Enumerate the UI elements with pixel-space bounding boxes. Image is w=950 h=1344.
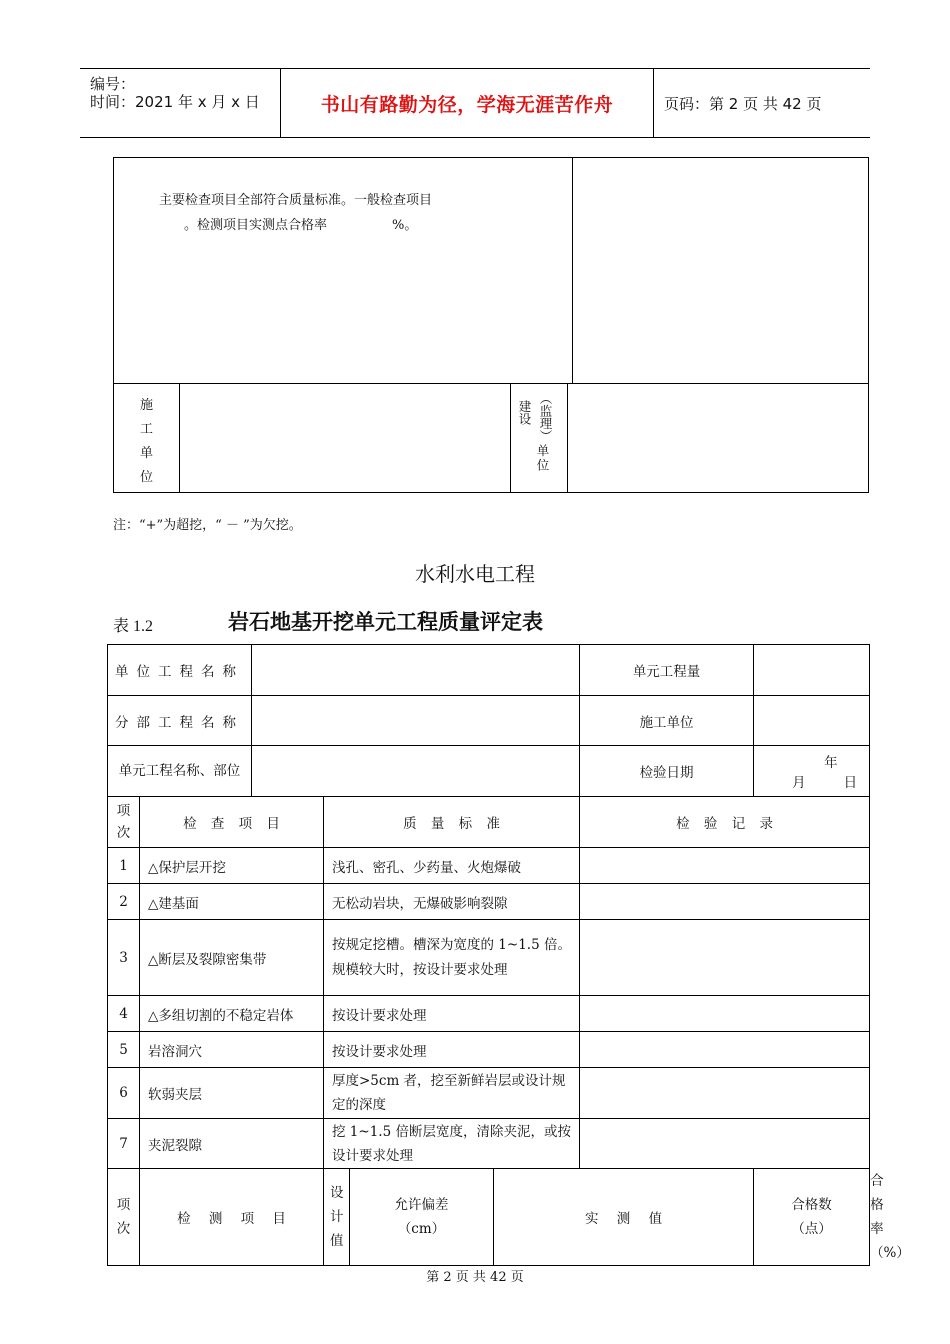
measure-header-row: 项次 检 测 项 目 设计值 允许偏差 （cm） 实 测 值 合格数 （点） 合格率 （%） bbox=[108, 1169, 870, 1266]
construction-unit-label2: 施工单位 bbox=[580, 696, 754, 746]
measured-value-header: 实 测 值 bbox=[494, 1169, 754, 1266]
check-row-no: 2 bbox=[108, 884, 140, 920]
unit-project-name-label: 单位工程名称 bbox=[108, 645, 252, 696]
quality-standard-header: 质 量 标 准 bbox=[324, 797, 580, 848]
number-label: 编号： bbox=[90, 75, 136, 93]
header-meta bbox=[80, 69, 281, 137]
check-row-no: 6 bbox=[108, 1068, 140, 1119]
design-value-header: 设计值 bbox=[324, 1169, 350, 1266]
measure-item-header: 检 测 项 目 bbox=[140, 1169, 324, 1266]
check-row bbox=[108, 1119, 870, 1169]
check-row bbox=[108, 920, 870, 996]
check-row-standard: 挖 1~1.5 倍断层宽度，清除夹泥，或按设计要求处理 bbox=[324, 1119, 580, 1169]
check-row-record[interactable] bbox=[580, 996, 870, 1032]
supervision-unit: 单位 bbox=[535, 444, 550, 473]
check-row bbox=[108, 884, 870, 920]
division-project-name-value[interactable] bbox=[252, 696, 580, 746]
info-row-3 bbox=[108, 746, 870, 797]
check-row-record[interactable] bbox=[580, 1032, 870, 1068]
result-line-1: 主要检查项目全部符合质量标准。一般检查项目 bbox=[159, 193, 433, 208]
check-row-item: △保护层开挖 bbox=[140, 848, 324, 884]
check-row-record[interactable] bbox=[580, 884, 870, 920]
check-item-header: 检 查 项 目 bbox=[140, 797, 324, 848]
check-row-no: 7 bbox=[108, 1119, 140, 1169]
check-row-no: 3 bbox=[108, 920, 140, 996]
check-row-item: △断层及裂隙密集带 bbox=[140, 920, 324, 996]
check-row-record[interactable] bbox=[580, 848, 870, 884]
qualified-count-header: 合格数 （点） bbox=[754, 1169, 870, 1266]
unit-quantity-value[interactable] bbox=[754, 645, 870, 696]
check-header-row bbox=[108, 797, 870, 848]
result-percent: %。 bbox=[392, 218, 418, 233]
check-item-no-header: 项次 bbox=[108, 797, 140, 848]
check-row-record[interactable] bbox=[580, 1068, 870, 1119]
construction-unit-label: 施 工 单 位 bbox=[140, 398, 154, 485]
inspection-date-value[interactable]: 年月 日 bbox=[754, 746, 870, 797]
division-project-name-label: 分部工程名称 bbox=[108, 696, 252, 746]
check-row-record[interactable] bbox=[580, 920, 870, 996]
supervision-left: 建设 bbox=[517, 400, 532, 425]
unit-project-name-value[interactable] bbox=[252, 645, 580, 696]
header-motto-cell bbox=[281, 69, 654, 137]
time-label: 时间：2021 年 x 月 x 日 bbox=[90, 93, 260, 111]
check-row-no: 5 bbox=[108, 1032, 140, 1068]
check-row-item: 岩溶洞穴 bbox=[140, 1032, 324, 1068]
note: 注：“+”为超挖，“ － ”为欠挖。 bbox=[113, 518, 302, 533]
check-row bbox=[108, 848, 870, 884]
table-label: 表 1.2 bbox=[113, 618, 154, 635]
check-row-standard: 按设计要求处理 bbox=[324, 1032, 580, 1068]
page-footer: 第 2 页 共 42 页 bbox=[426, 1270, 524, 1285]
top-box bbox=[113, 157, 869, 493]
header-page-info bbox=[654, 69, 870, 137]
page-info: 页码：第 2 页 共 42 页 bbox=[664, 94, 822, 113]
check-row-standard: 无松动岩块，无爆破影响裂隙 bbox=[324, 884, 580, 920]
element-name-value[interactable] bbox=[252, 746, 580, 797]
inspection-record-header: 检 验 记 录 bbox=[580, 797, 870, 848]
construction-unit-value[interactable] bbox=[754, 696, 870, 746]
check-row-standard: 按规定挖槽。槽深为宽度的 1~1.5 倍。规模较大时，按设计要求处理 bbox=[324, 920, 580, 996]
inspection-date-label: 检验日期 bbox=[580, 746, 754, 797]
info-row-1 bbox=[108, 645, 870, 696]
check-row-item: △建基面 bbox=[140, 884, 324, 920]
page-header bbox=[80, 68, 870, 138]
result-line-2: 。检测项目实测点合格率 bbox=[184, 218, 328, 233]
check-row-item: △多组切割的不稳定岩体 bbox=[140, 996, 324, 1032]
measure-item-no-header: 项次 bbox=[108, 1169, 140, 1266]
check-row-standard: 厚度>5cm 者，挖至新鲜岩层或设计规定的深度 bbox=[324, 1068, 580, 1119]
check-row bbox=[108, 1068, 870, 1119]
tolerance-header: 允许偏差 （cm） bbox=[350, 1169, 494, 1266]
check-row-no: 4 bbox=[108, 996, 140, 1032]
project-title: 水利水电工程 bbox=[415, 562, 535, 586]
motto: 书山有路勤为径，学海无涯苦作舟 bbox=[320, 93, 614, 116]
check-row-record[interactable] bbox=[580, 1119, 870, 1169]
check-row-item: 软弱夹层 bbox=[140, 1068, 324, 1119]
check-row-standard: 按设计要求处理 bbox=[324, 996, 580, 1032]
element-name-label: 单元工程名称、部位 bbox=[108, 746, 252, 797]
check-row-no: 1 bbox=[108, 848, 140, 884]
check-row bbox=[108, 1032, 870, 1068]
unit-quantity-label: 单元工程量 bbox=[580, 645, 754, 696]
info-row-2 bbox=[108, 696, 870, 746]
check-row bbox=[108, 996, 870, 1032]
check-row-item: 夹泥裂隙 bbox=[140, 1119, 324, 1169]
supervision-paren: （监理） bbox=[538, 392, 553, 442]
evaluation-table bbox=[107, 644, 910, 1266]
check-row-standard: 浅孔、密孔、少药量、火炮爆破 bbox=[324, 848, 580, 884]
table-title: 岩石地基开挖单元工程质量评定表 bbox=[228, 610, 543, 634]
